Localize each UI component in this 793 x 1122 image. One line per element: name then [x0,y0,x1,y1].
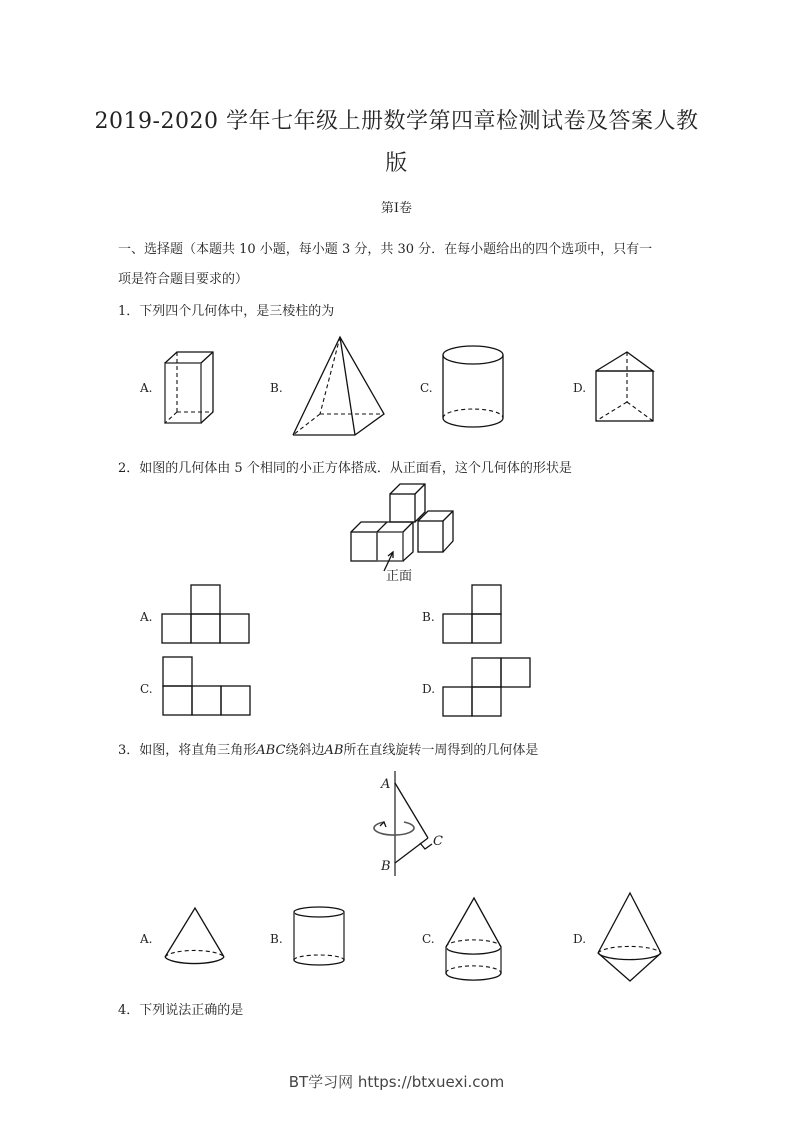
q1-option-b-label: B. [270,381,283,395]
point-a-label: A [381,777,391,792]
q3-option-c-label: C. [422,932,435,946]
q3-option-a-label: A. [140,932,153,946]
volume-label: 第Ⅰ卷 [380,201,413,216]
q1-option-a-label: A. [140,381,153,395]
q2-option-d-label: D. [422,682,436,696]
question-text: 所在直线旋转一周得到的几何体是 [343,743,539,758]
q1-option-c-label: C. [420,381,433,395]
q2-option-a-label: A. [140,610,153,624]
question-number: 2． [118,461,140,476]
document-title-line1: 2019-2020 学年七年级上册数学第四章检测试卷及答案人教 [94,109,699,134]
point-b-label: B [381,859,391,874]
question-number: 4． [118,1003,140,1018]
question-text: 下列四个几何体中，是三棱柱的为 [139,304,335,319]
front-view-label: 正面 [386,569,413,584]
q2-option-c-label: C. [140,682,153,696]
section-header-line2: 项是符合题目要求的） [118,272,249,287]
question-text: 如图，将直角三角形 [139,743,257,758]
triangle-abc: ABC [256,743,286,758]
section-header-line1: 一、选择题（本题共 10 小题，每小题 3 分，共 30 分．在每小题给出的四个选项中，只有一 [118,242,653,257]
footer-watermark: BT学习网 https://btxuexi.com [288,1073,505,1091]
q2-option-b-label: B. [422,610,435,624]
q1-option-d-label: D. [573,381,587,395]
q3-option-b-label: B. [270,932,283,946]
question-number: 3． [118,743,140,758]
question-number: 1． [118,304,140,319]
q3-option-d-label: D. [573,932,587,946]
hypotenuse-ab: AB [324,743,344,758]
question-text: 绕斜边 [285,743,325,758]
point-c-label: C [433,834,443,849]
question-4 [118,999,243,1018]
question-text: 如图的几何体由 5 个相同的小正方体搭成．从正面看，这个几何体的形状是 [139,461,572,476]
question-text: 下列说法正确的是 [139,1003,244,1018]
document-title-line2: 版 [385,151,408,176]
